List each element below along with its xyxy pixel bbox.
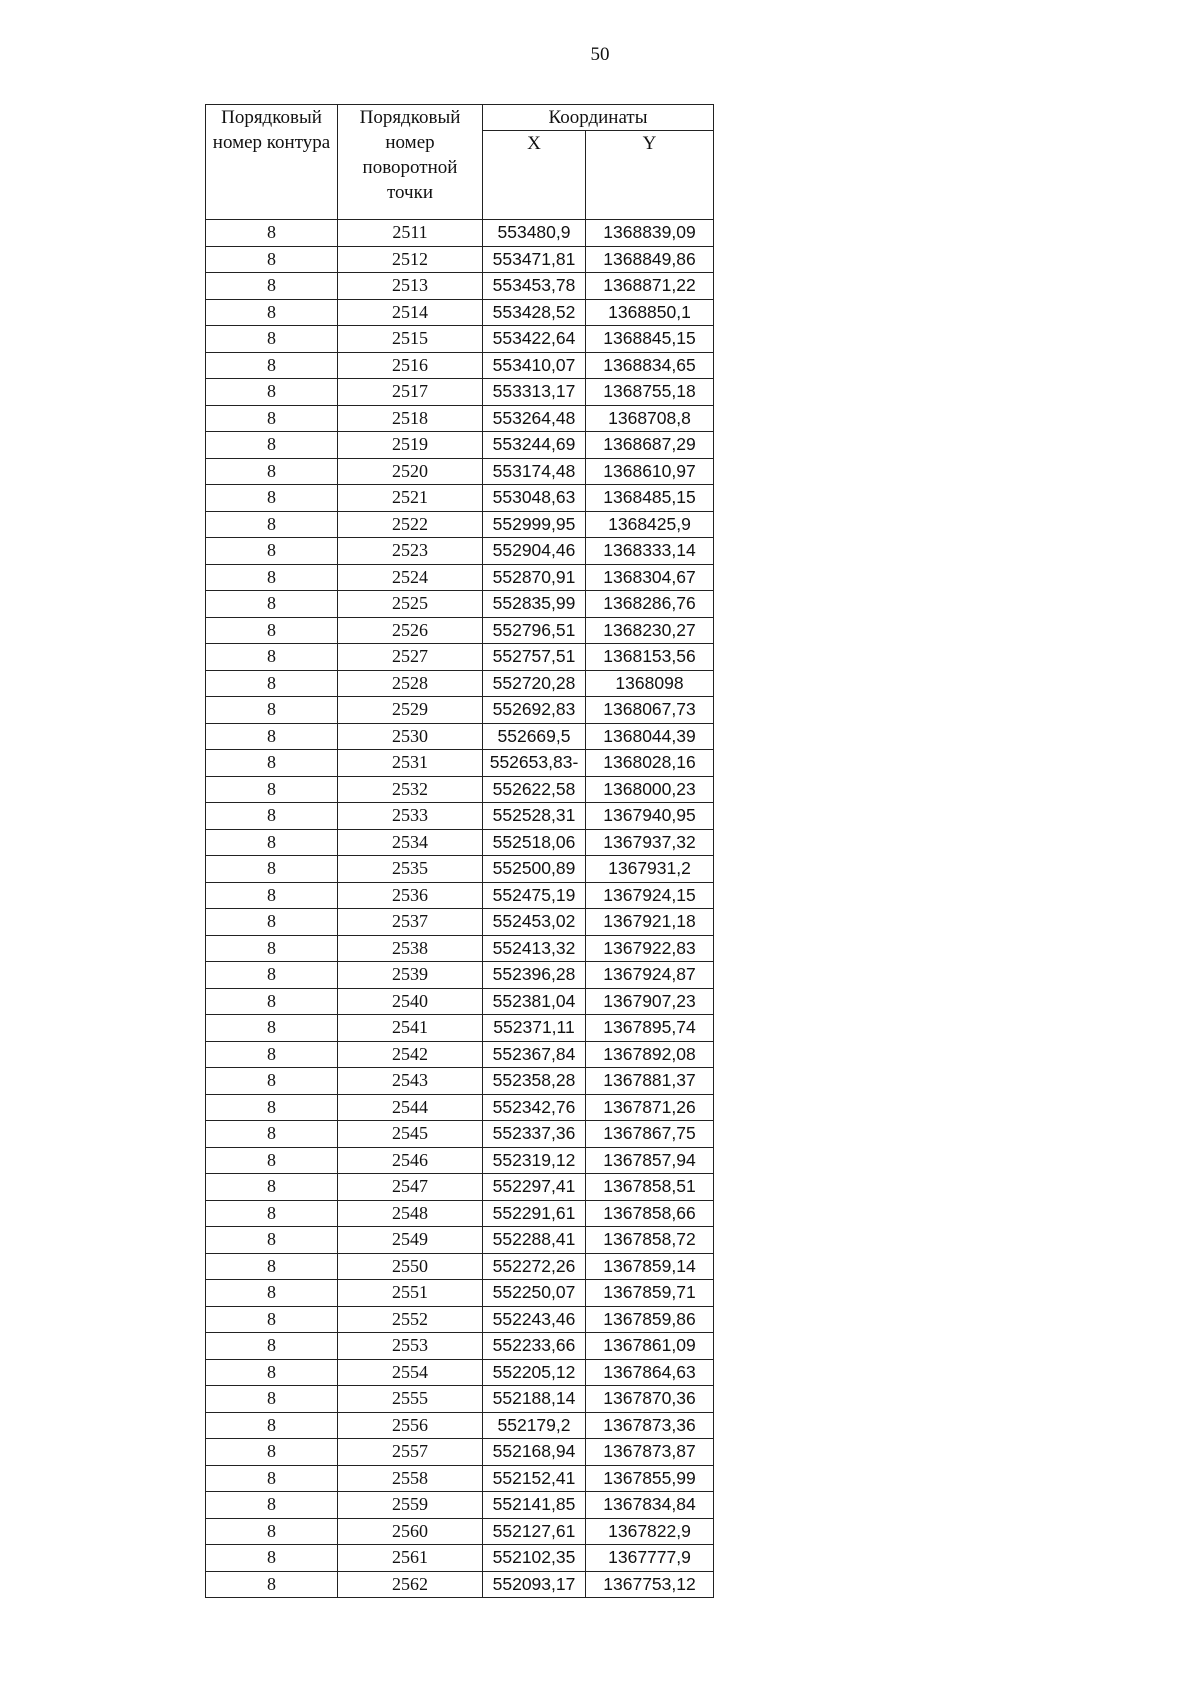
table-row <box>206 1174 714 1201</box>
table-row <box>206 1412 714 1439</box>
cell-point-number: 2530 <box>338 723 483 750</box>
cell-y-coordinate: 1368834,65 <box>586 352 714 379</box>
cell-point-number: 2515 <box>338 326 483 353</box>
table-row <box>206 564 714 591</box>
table-row <box>206 750 714 777</box>
cell-point-number: 2550 <box>338 1253 483 1280</box>
coordinates-table <box>205 104 714 1598</box>
cell-point-number: 2556 <box>338 1412 483 1439</box>
cell-point-number: 2562 <box>338 1571 483 1598</box>
cell-x-coordinate: 552396,28 <box>483 962 586 989</box>
table-row <box>206 511 714 538</box>
cell-x-coordinate: 553453,78 <box>483 273 586 300</box>
cell-x-coordinate: 552669,5 <box>483 723 586 750</box>
table-row <box>206 1359 714 1386</box>
cell-point-number: 2542 <box>338 1041 483 1068</box>
cell-x-coordinate: 553471,81 <box>483 246 586 273</box>
cell-y-coordinate: 1367931,2 <box>586 856 714 883</box>
cell-x-coordinate: 553422,64 <box>483 326 586 353</box>
cell-contour-number: 8 <box>206 644 338 671</box>
cell-x-coordinate: 552453,02 <box>483 909 586 936</box>
cell-point-number: 2554 <box>338 1359 483 1386</box>
cell-contour-number: 8 <box>206 1094 338 1121</box>
cell-y-coordinate: 1367834,84 <box>586 1492 714 1519</box>
table-row <box>206 1386 714 1413</box>
cell-x-coordinate: 552381,04 <box>483 988 586 1015</box>
cell-contour-number: 8 <box>206 723 338 750</box>
cell-x-coordinate: 553410,07 <box>483 352 586 379</box>
cell-y-coordinate: 1367867,75 <box>586 1121 714 1148</box>
table-row <box>206 1015 714 1042</box>
cell-contour-number: 8 <box>206 220 338 247</box>
cell-contour-number: 8 <box>206 432 338 459</box>
header-contour-number: Порядковый номер контура <box>206 105 338 220</box>
cell-point-number: 2531 <box>338 750 483 777</box>
cell-contour-number: 8 <box>206 1174 338 1201</box>
table-row <box>206 1227 714 1254</box>
table-row <box>206 1121 714 1148</box>
cell-y-coordinate: 1368610,97 <box>586 458 714 485</box>
cell-y-coordinate: 1368333,14 <box>586 538 714 565</box>
table-row <box>206 1253 714 1280</box>
cell-point-number: 2553 <box>338 1333 483 1360</box>
cell-contour-number: 8 <box>206 458 338 485</box>
cell-y-coordinate: 1367861,09 <box>586 1333 714 1360</box>
cell-contour-number: 8 <box>206 750 338 777</box>
cell-contour-number: 8 <box>206 405 338 432</box>
cell-contour-number: 8 <box>206 1545 338 1572</box>
cell-point-number: 2538 <box>338 935 483 962</box>
header-y: Y <box>586 131 714 220</box>
cell-x-coordinate: 552250,07 <box>483 1280 586 1307</box>
cell-point-number: 2543 <box>338 1068 483 1095</box>
cell-x-coordinate: 552205,12 <box>483 1359 586 1386</box>
table-body <box>206 220 714 1598</box>
cell-y-coordinate: 1368000,23 <box>586 776 714 803</box>
cell-point-number: 2518 <box>338 405 483 432</box>
cell-y-coordinate: 1368755,18 <box>586 379 714 406</box>
table-row <box>206 1333 714 1360</box>
cell-y-coordinate: 1368708,8 <box>586 405 714 432</box>
cell-y-coordinate: 1367873,87 <box>586 1439 714 1466</box>
cell-point-number: 2549 <box>338 1227 483 1254</box>
cell-x-coordinate: 552288,41 <box>483 1227 586 1254</box>
cell-y-coordinate: 1367937,32 <box>586 829 714 856</box>
table-row <box>206 432 714 459</box>
cell-point-number: 2547 <box>338 1174 483 1201</box>
cell-y-coordinate: 1367924,87 <box>586 962 714 989</box>
cell-x-coordinate: 552179,2 <box>483 1412 586 1439</box>
cell-y-coordinate: 1368687,29 <box>586 432 714 459</box>
cell-point-number: 2511 <box>338 220 483 247</box>
cell-y-coordinate: 1368871,22 <box>586 273 714 300</box>
table-row <box>206 723 714 750</box>
cell-point-number: 2514 <box>338 299 483 326</box>
cell-contour-number: 8 <box>206 1068 338 1095</box>
cell-y-coordinate: 1367907,23 <box>586 988 714 1015</box>
cell-x-coordinate: 553174,48 <box>483 458 586 485</box>
table-row <box>206 1465 714 1492</box>
table-row <box>206 697 714 724</box>
cell-contour-number: 8 <box>206 564 338 591</box>
table-row <box>206 803 714 830</box>
cell-y-coordinate: 1367855,99 <box>586 1465 714 1492</box>
cell-y-coordinate: 1368067,73 <box>586 697 714 724</box>
cell-x-coordinate: 552692,83 <box>483 697 586 724</box>
cell-x-coordinate: 553480,9 <box>483 220 586 247</box>
cell-point-number: 2548 <box>338 1200 483 1227</box>
table-row <box>206 1518 714 1545</box>
cell-x-coordinate: 552870,91 <box>483 564 586 591</box>
cell-contour-number: 8 <box>206 988 338 1015</box>
cell-x-coordinate: 552528,31 <box>483 803 586 830</box>
table-row <box>206 220 714 247</box>
cell-point-number: 2551 <box>338 1280 483 1307</box>
cell-contour-number: 8 <box>206 829 338 856</box>
cell-x-coordinate: 552141,85 <box>483 1492 586 1519</box>
cell-y-coordinate: 1368304,67 <box>586 564 714 591</box>
cell-y-coordinate: 1368425,9 <box>586 511 714 538</box>
table-row <box>206 644 714 671</box>
cell-x-coordinate: 552291,61 <box>483 1200 586 1227</box>
cell-contour-number: 8 <box>206 1280 338 1307</box>
table-row <box>206 1306 714 1333</box>
cell-x-coordinate: 552152,41 <box>483 1465 586 1492</box>
cell-y-coordinate: 1367924,15 <box>586 882 714 909</box>
cell-contour-number: 8 <box>206 1306 338 1333</box>
cell-x-coordinate: 553264,48 <box>483 405 586 432</box>
cell-contour-number: 8 <box>206 1121 338 1148</box>
cell-point-number: 2558 <box>338 1465 483 1492</box>
cell-x-coordinate: 552319,12 <box>483 1147 586 1174</box>
cell-point-number: 2523 <box>338 538 483 565</box>
cell-x-coordinate: 552127,61 <box>483 1518 586 1545</box>
cell-x-coordinate: 552835,99 <box>483 591 586 618</box>
cell-x-coordinate: 552999,95 <box>483 511 586 538</box>
cell-x-coordinate: 552413,32 <box>483 935 586 962</box>
table-row <box>206 909 714 936</box>
cell-contour-number: 8 <box>206 1412 338 1439</box>
cell-x-coordinate: 552757,51 <box>483 644 586 671</box>
cell-x-coordinate: 552518,06 <box>483 829 586 856</box>
cell-point-number: 2534 <box>338 829 483 856</box>
table-row <box>206 485 714 512</box>
cell-x-coordinate: 552102,35 <box>483 1545 586 1572</box>
cell-x-coordinate: 552371,11 <box>483 1015 586 1042</box>
cell-contour-number: 8 <box>206 882 338 909</box>
cell-x-coordinate: 552188,14 <box>483 1386 586 1413</box>
cell-y-coordinate: 1368485,15 <box>586 485 714 512</box>
cell-point-number: 2561 <box>338 1545 483 1572</box>
cell-contour-number: 8 <box>206 1147 338 1174</box>
cell-point-number: 2546 <box>338 1147 483 1174</box>
cell-y-coordinate: 1367859,14 <box>586 1253 714 1280</box>
cell-point-number: 2517 <box>338 379 483 406</box>
cell-x-coordinate: 552168,94 <box>483 1439 586 1466</box>
table-row <box>206 299 714 326</box>
cell-point-number: 2537 <box>338 909 483 936</box>
coordinates-table-wrapper <box>205 104 714 1598</box>
table-row <box>206 326 714 353</box>
cell-contour-number: 8 <box>206 1041 338 1068</box>
cell-x-coordinate: 552358,28 <box>483 1068 586 1095</box>
cell-contour-number: 8 <box>206 1253 338 1280</box>
cell-point-number: 2528 <box>338 670 483 697</box>
table-row <box>206 1200 714 1227</box>
table-row <box>206 1545 714 1572</box>
cell-point-number: 2532 <box>338 776 483 803</box>
table-row <box>206 405 714 432</box>
cell-contour-number: 8 <box>206 326 338 353</box>
cell-contour-number: 8 <box>206 352 338 379</box>
table-row <box>206 458 714 485</box>
cell-contour-number: 8 <box>206 697 338 724</box>
cell-contour-number: 8 <box>206 246 338 273</box>
cell-x-coordinate: 552093,17 <box>483 1571 586 1598</box>
cell-point-number: 2533 <box>338 803 483 830</box>
cell-point-number: 2520 <box>338 458 483 485</box>
table-row <box>206 273 714 300</box>
cell-y-coordinate: 1367870,36 <box>586 1386 714 1413</box>
cell-point-number: 2526 <box>338 617 483 644</box>
cell-contour-number: 8 <box>206 299 338 326</box>
table-row <box>206 935 714 962</box>
cell-y-coordinate: 1368850,1 <box>586 299 714 326</box>
cell-point-number: 2560 <box>338 1518 483 1545</box>
cell-x-coordinate: 552272,26 <box>483 1253 586 1280</box>
table-row <box>206 246 714 273</box>
cell-x-coordinate: 552297,41 <box>483 1174 586 1201</box>
cell-x-coordinate: 552653,83- <box>483 750 586 777</box>
cell-x-coordinate: 552904,46 <box>483 538 586 565</box>
cell-y-coordinate: 1367881,37 <box>586 1068 714 1095</box>
cell-contour-number: 8 <box>206 379 338 406</box>
cell-point-number: 2516 <box>338 352 483 379</box>
table-row <box>206 1094 714 1121</box>
cell-contour-number: 8 <box>206 511 338 538</box>
cell-point-number: 2541 <box>338 1015 483 1042</box>
table-row <box>206 1068 714 1095</box>
cell-point-number: 2545 <box>338 1121 483 1148</box>
cell-point-number: 2529 <box>338 697 483 724</box>
cell-x-coordinate: 553244,69 <box>483 432 586 459</box>
table-header <box>206 105 714 220</box>
cell-point-number: 2544 <box>338 1094 483 1121</box>
cell-contour-number: 8 <box>206 591 338 618</box>
cell-point-number: 2519 <box>338 432 483 459</box>
cell-y-coordinate: 1367753,12 <box>586 1571 714 1598</box>
cell-y-coordinate: 1367858,72 <box>586 1227 714 1254</box>
cell-contour-number: 8 <box>206 670 338 697</box>
cell-point-number: 2552 <box>338 1306 483 1333</box>
table-row <box>206 1492 714 1519</box>
cell-y-coordinate: 1367873,36 <box>586 1412 714 1439</box>
cell-y-coordinate: 1367940,95 <box>586 803 714 830</box>
table-row <box>206 379 714 406</box>
cell-y-coordinate: 1368839,09 <box>586 220 714 247</box>
cell-contour-number: 8 <box>206 538 338 565</box>
cell-contour-number: 8 <box>206 1227 338 1254</box>
cell-x-coordinate: 552367,84 <box>483 1041 586 1068</box>
cell-contour-number: 8 <box>206 803 338 830</box>
cell-y-coordinate: 1367857,94 <box>586 1147 714 1174</box>
table-row <box>206 1041 714 1068</box>
table-row <box>206 856 714 883</box>
page-number: 50 <box>590 44 610 65</box>
cell-point-number: 2559 <box>338 1492 483 1519</box>
table-row <box>206 1571 714 1598</box>
cell-point-number: 2522 <box>338 511 483 538</box>
cell-contour-number: 8 <box>206 856 338 883</box>
cell-y-coordinate: 1368230,27 <box>586 617 714 644</box>
cell-point-number: 2557 <box>338 1439 483 1466</box>
cell-contour-number: 8 <box>206 1200 338 1227</box>
cell-x-coordinate: 552233,66 <box>483 1333 586 1360</box>
cell-contour-number: 8 <box>206 1571 338 1598</box>
cell-contour-number: 8 <box>206 1439 338 1466</box>
cell-y-coordinate: 1367858,66 <box>586 1200 714 1227</box>
table-row <box>206 1439 714 1466</box>
cell-x-coordinate: 552622,58 <box>483 776 586 803</box>
cell-contour-number: 8 <box>206 935 338 962</box>
cell-contour-number: 8 <box>206 1359 338 1386</box>
cell-contour-number: 8 <box>206 617 338 644</box>
cell-contour-number: 8 <box>206 1333 338 1360</box>
header-turning-point-number: Порядковый номер поворотной точки <box>338 105 483 220</box>
table-row <box>206 776 714 803</box>
cell-x-coordinate: 553313,17 <box>483 379 586 406</box>
cell-point-number: 2524 <box>338 564 483 591</box>
table-row <box>206 882 714 909</box>
cell-y-coordinate: 1367895,74 <box>586 1015 714 1042</box>
cell-y-coordinate: 1367858,51 <box>586 1174 714 1201</box>
cell-x-coordinate: 552342,76 <box>483 1094 586 1121</box>
cell-x-coordinate: 552500,89 <box>483 856 586 883</box>
cell-y-coordinate: 1367859,86 <box>586 1306 714 1333</box>
cell-point-number: 2512 <box>338 246 483 273</box>
cell-y-coordinate: 1368153,56 <box>586 644 714 671</box>
cell-contour-number: 8 <box>206 1015 338 1042</box>
cell-contour-number: 8 <box>206 909 338 936</box>
table-row <box>206 988 714 1015</box>
table-row <box>206 1280 714 1307</box>
cell-contour-number: 8 <box>206 1492 338 1519</box>
cell-point-number: 2525 <box>338 591 483 618</box>
cell-y-coordinate: 1368286,76 <box>586 591 714 618</box>
cell-point-number: 2555 <box>338 1386 483 1413</box>
table-row <box>206 670 714 697</box>
cell-y-coordinate: 1367822,9 <box>586 1518 714 1545</box>
cell-x-coordinate: 552720,28 <box>483 670 586 697</box>
cell-point-number: 2527 <box>338 644 483 671</box>
cell-x-coordinate: 552796,51 <box>483 617 586 644</box>
cell-point-number: 2513 <box>338 273 483 300</box>
table-row <box>206 538 714 565</box>
cell-contour-number: 8 <box>206 962 338 989</box>
table-row <box>206 617 714 644</box>
cell-x-coordinate: 552475,19 <box>483 882 586 909</box>
cell-x-coordinate: 552243,46 <box>483 1306 586 1333</box>
cell-y-coordinate: 1367871,26 <box>586 1094 714 1121</box>
header-coordinates: Координаты <box>483 105 714 131</box>
table-row <box>206 829 714 856</box>
cell-y-coordinate: 1367892,08 <box>586 1041 714 1068</box>
cell-y-coordinate: 1367859,71 <box>586 1280 714 1307</box>
cell-y-coordinate: 1367777,9 <box>586 1545 714 1572</box>
cell-y-coordinate: 1368845,15 <box>586 326 714 353</box>
cell-point-number: 2539 <box>338 962 483 989</box>
table-row <box>206 962 714 989</box>
cell-contour-number: 8 <box>206 1465 338 1492</box>
cell-x-coordinate: 552337,36 <box>483 1121 586 1148</box>
cell-y-coordinate: 1367921,18 <box>586 909 714 936</box>
cell-point-number: 2540 <box>338 988 483 1015</box>
cell-point-number: 2521 <box>338 485 483 512</box>
cell-y-coordinate: 1368849,86 <box>586 246 714 273</box>
cell-y-coordinate: 1367864,63 <box>586 1359 714 1386</box>
cell-contour-number: 8 <box>206 273 338 300</box>
cell-point-number: 2535 <box>338 856 483 883</box>
cell-contour-number: 8 <box>206 1518 338 1545</box>
cell-y-coordinate: 1368028,16 <box>586 750 714 777</box>
cell-x-coordinate: 553428,52 <box>483 299 586 326</box>
cell-y-coordinate: 1367922,83 <box>586 935 714 962</box>
table-row <box>206 352 714 379</box>
table-row <box>206 1147 714 1174</box>
cell-x-coordinate: 553048,63 <box>483 485 586 512</box>
cell-contour-number: 8 <box>206 776 338 803</box>
cell-y-coordinate: 1368098 <box>586 670 714 697</box>
cell-point-number: 2536 <box>338 882 483 909</box>
cell-contour-number: 8 <box>206 485 338 512</box>
cell-y-coordinate: 1368044,39 <box>586 723 714 750</box>
header-x: X <box>483 131 586 220</box>
table-row <box>206 591 714 618</box>
cell-contour-number: 8 <box>206 1386 338 1413</box>
